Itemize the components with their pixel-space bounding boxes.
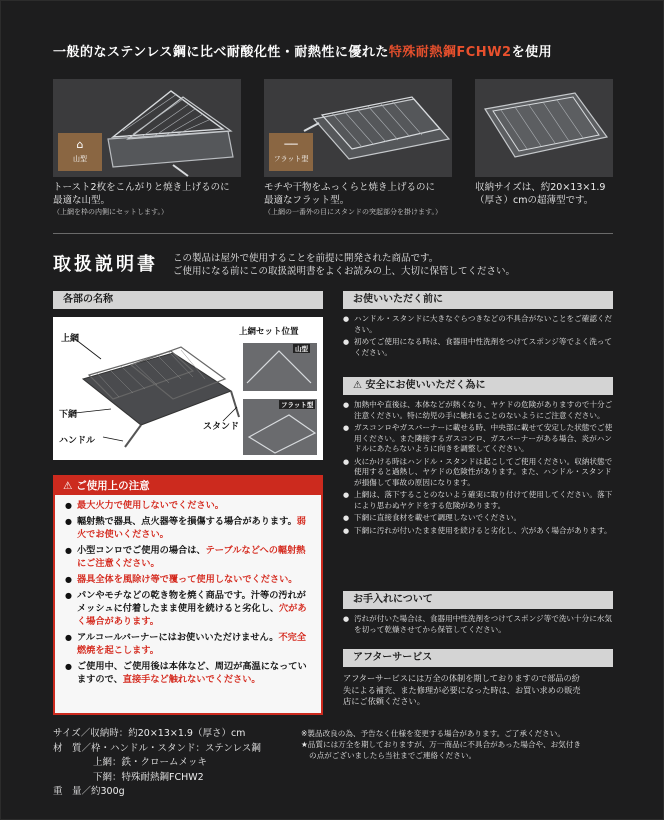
spec-block <box>53 727 261 800</box>
label-bottom-net: 下網 <box>59 410 78 420</box>
after-service-text <box>343 673 613 708</box>
mountain-icon: ⌂ <box>76 138 84 151</box>
safety-list <box>343 400 613 538</box>
headline-text-end: を使用 <box>511 45 553 60</box>
parts-diagram <box>53 317 323 460</box>
intro-line: ご使用になる前にこの取扱説明書をよくお読みの上、大切に保管してください。 <box>173 266 516 277</box>
flat-icon: ── <box>284 138 298 151</box>
caption-note: （上網を枠の内側にセットします。） <box>53 208 168 216</box>
item-text: ご使用中、ご使用後は本体など、周辺が高温になっていますので、 <box>77 661 307 685</box>
item-warning: 不完全燃焼を起こします。 <box>77 632 307 656</box>
item-warning: テーブルなどへの輻射熱にご注意ください。 <box>77 545 306 569</box>
caution-item <box>65 499 313 512</box>
grill-folded-illustration <box>475 79 613 177</box>
label-top-net: 上網 <box>61 334 80 344</box>
list-item: ● 加熱中や直後は、本体などが熱くなり、ヤケドの危険がありますので十分ご注意ください。特に幼児の手に触れることのないようにご注意ください。 <box>343 400 613 421</box>
note-line: の点がございましたら当社までご連絡ください。 <box>309 751 477 760</box>
after-line: 失による補充、また修理が必要になった時は、お買い求めの販売 <box>343 684 581 695</box>
item-text: 輻射熱で器具、点火器等を損傷する場合があります。 <box>77 516 297 527</box>
item-text: 小型コンロでご使用の場合は、 <box>77 545 206 556</box>
list-item: ● 汚れが付いた場合は、食器用中性洗剤をつけてスポンジ等で洗い十分に水気を切って乾燥させてから保管してください。 <box>343 614 613 635</box>
care-header: お手入れについて <box>343 591 613 609</box>
list-item: ● ガスコンロやガスバーナーに載せる時、中央部に載せて安定した状態でご使用ください。また隣接するガスコンロ、ガスバーナーがある場合、炎がハンドルにあたらないように向きを調整してください。 <box>343 423 613 455</box>
badge-flat <box>269 133 313 171</box>
label-handle: ハンドル <box>59 436 96 446</box>
caution-item <box>65 589 313 628</box>
spec-weight: 重 量／約300g <box>53 786 125 797</box>
after-line: アフターサービスには万全の体制を期しておりますので部品の紛 <box>343 673 580 683</box>
caption-line: 最適な山型。 <box>53 195 111 206</box>
caution-item <box>65 573 313 586</box>
manual-title: 取扱説明書 <box>53 254 158 275</box>
intro-line: この製品は屋外で使用することを前提に開発された商品です。 <box>173 253 439 264</box>
after-line: 店にご依頼ください。 <box>343 696 425 706</box>
manual-intro <box>173 252 515 278</box>
caption-note: （上網の一番外の目にスタンドの突起部分を掛けます。） <box>264 208 442 216</box>
note-line: ★品質には万全を期しておりますが、万一商品に不具合があった場合や、お気付き <box>301 740 581 749</box>
list-item: ● 上網は、落下することのないよう確実に取り付けて使用してください。落下により思わぬヤケドをする危険があります。 <box>343 490 613 511</box>
badge-label: 山型 <box>73 155 87 163</box>
caption-line: 最適なフラット型。 <box>264 195 350 206</box>
section-divider <box>53 233 613 234</box>
caption-line: （厚さ）cmの超薄型です。 <box>475 195 594 206</box>
spec-material: 材 質／枠・ハンドル・スタンド：ステンレス鋼 <box>53 742 261 754</box>
item-warning: 最大火力で使用しないでください。 <box>77 500 224 511</box>
caption-line: 収納サイズは、約20×13×1.9 <box>475 182 606 193</box>
caution-header: ⚠ ご使用上の注意 <box>55 477 321 495</box>
tag-flat: フラット型 <box>281 401 314 409</box>
caption-mountain <box>53 181 230 218</box>
caption-flat <box>264 181 442 218</box>
spec-material: 下網：特殊耐熱鋼FCHW2 <box>93 771 204 783</box>
list-item: ● 火にかける時はハンドル・スタンドは起こしてご使用ください。収納状態で使用すると過熱し、ヤケドの危険性があります。また、ハンドル・スタンドが損傷して事故の原因になります。 <box>343 457 613 489</box>
photo-flat-type <box>264 79 452 177</box>
item-warning: 穴があく場合があります。 <box>77 603 307 627</box>
headline-text: 一般的なステンレス鋼に比べ耐酸化性・耐熱性に優れた <box>53 45 389 60</box>
before-use-header: お使いいただく前に <box>343 291 613 309</box>
caution-item <box>65 544 313 570</box>
tag-mountain: 山型 <box>295 345 308 353</box>
item-text: パンやモチなどの乾き物を焼く商品です。汁等の汚れがメッシュに付着したまま使用を続けると劣化し、 <box>77 590 306 614</box>
caption-folded <box>475 181 605 207</box>
spec-material: 上網：鉄・クロームメッキ <box>93 757 208 768</box>
care-list <box>343 614 613 637</box>
item-text: アルコールバーナーにはお使いいただけません。 <box>77 632 279 643</box>
list-item: ● 下網に汚れが付いたまま使用を続けると劣化し、穴があく場合があります。 <box>343 526 613 537</box>
parts-header: 各部の名称 <box>53 291 323 309</box>
headline-highlight: 特殊耐熱鋼FCHW2 <box>388 45 512 60</box>
badge-label: フラット型 <box>273 155 309 163</box>
caption-line: モチや干物をふっくらと焼き上げるのに <box>264 182 436 193</box>
caption-line: トースト2枚をこんがりと焼き上げるのに <box>53 182 230 193</box>
item-warning: 弱火でお使いください。 <box>77 516 306 540</box>
item-warning: 器具全体を風除け等で覆って使用しないでください。 <box>77 574 298 585</box>
photo-mountain-type <box>53 79 241 177</box>
notes-block <box>301 728 581 761</box>
caution-box <box>53 475 323 715</box>
item-warning: 直接手など触れないでください。 <box>122 674 261 685</box>
spec-size: サイズ／収納時：約20×13×1.9（厚さ）cm <box>53 728 246 739</box>
note-line: ※製品改良の為、予告なく仕様を変更する場合があります。ご了承ください。 <box>301 729 565 738</box>
list-item: ● 下網に直接食材を載せて調理しないでください。 <box>343 513 613 524</box>
label-set-position: 上網セット位置 <box>239 327 299 337</box>
caution-item <box>65 515 313 541</box>
headline <box>53 41 552 60</box>
safety-header: ⚠ 安全にお使いいただく為に <box>343 377 613 395</box>
badge-mountain <box>58 133 102 171</box>
label-stand: スタンド <box>203 422 240 432</box>
caution-list <box>55 499 321 686</box>
photo-folded <box>475 79 613 177</box>
after-service-header: アフターサービス <box>343 649 613 667</box>
before-use-list <box>343 314 613 360</box>
list-item: ● ハンドル・スタンドに大きなぐらつきなどの不具合がないことをご確認ください。 <box>343 314 613 335</box>
caution-item <box>65 660 313 686</box>
caution-item <box>65 631 313 657</box>
list-item: ● 初めてご使用になる時は、食器用中性洗剤をつけてスポンジ等でよく洗ってください。 <box>343 337 613 358</box>
